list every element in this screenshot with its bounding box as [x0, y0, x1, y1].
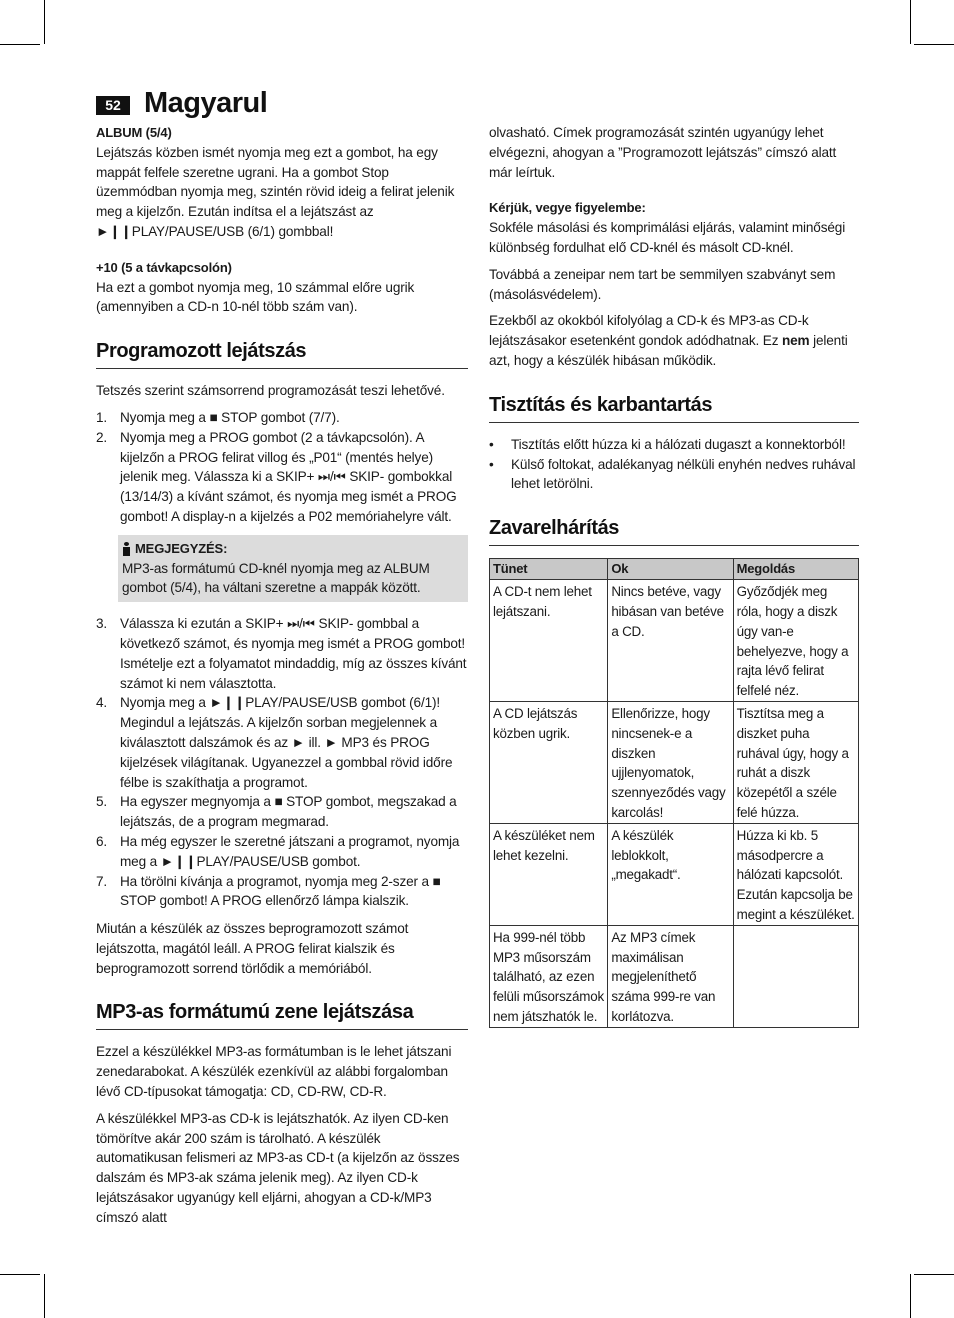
table-cell: Ha 999-nél több MP3 műsorszám található, az ezen felüli műsorszámok nem játszhatók le.	[490, 925, 608, 1027]
table-cell: Ellenőrizze, hogy nincsenek-e a diszken ujjlenyomatok, szennyeződés vagy karcolás!	[608, 701, 733, 823]
crop-mark	[44, 0, 45, 44]
step-number: 1.	[96, 409, 108, 425]
note-title	[122, 539, 460, 559]
continued-text: olvasható. Címek programozását szintén ugyanúgy lehet elvégezni, ahogyan a ”Programozott lejátszás” címszó alatt már leírtuk.	[489, 125, 837, 180]
step-text: Ha még egyszer le szeretné játszani a programot, nyomja meg a ►❙❙PLAY/PAUSE/USB gombot.	[120, 833, 460, 869]
table-cell: Az MP3 címek maximálisan megjeleníthető száma 999-re van korlátozva.	[608, 925, 733, 1027]
table-header-row	[490, 559, 859, 580]
crop-mark	[44, 1274, 45, 1318]
step-text: Nyomja meg a ■ STOP gombot (7/7).	[120, 409, 340, 425]
column-header: Ok	[608, 559, 733, 580]
table-cell: Nincs betéve, vagy hibásan van betéve a CD.	[608, 580, 733, 702]
step-number: 6.	[96, 833, 108, 849]
bullet-icon: •	[489, 456, 494, 472]
attention-text-a: Ezekből az okokból kifolyólag a CD-k és MP3-as CD-k lejátszásakor esetenként gondok adódhatnak. Ez	[489, 313, 809, 349]
list-item	[96, 832, 468, 872]
troubleshooting-heading: Zavarelhárítás	[489, 516, 859, 546]
cleaning-list	[489, 435, 859, 494]
step-number: 2.	[96, 429, 108, 445]
left-column	[96, 123, 468, 1235]
table-cell: Tisztítsa meg a diszket puha ruhával úgy, hogy a ruhát a diszk közepétől a széle felé húzza.	[733, 701, 858, 823]
column-header: Tünet	[490, 559, 608, 580]
page-title: Magyarul	[144, 86, 268, 119]
table-cell: A készüléket nem lehet kezelni.	[490, 823, 608, 925]
table-cell: A CD-t nem lehet lejátszani.	[490, 580, 608, 702]
table-row	[490, 701, 859, 823]
right-column	[489, 123, 859, 1028]
album-title: ALBUM (5/4)	[96, 125, 172, 140]
prog-outro: Miután a készülék az összes beprogramozott számot lejátszotta, magától leáll. A PROG felirat kialszik és beprogramozott sorrend törlődik a memóriából.	[96, 921, 409, 976]
plus10-title: +10 (5 a távkapcsolón)	[96, 259, 232, 275]
attention-title: Kérjük, vegye figyelembe:	[489, 200, 646, 216]
step-text: Ha egyszer megnyomja a ■ STOP gombot, megszakad a lejátszás, de a program megmarad.	[120, 794, 457, 830]
crop-mark	[914, 44, 954, 45]
page-number: 52	[96, 96, 130, 115]
step-text: Ha törölni kívánja a programot, nyomja meg 2-szer a ■ STOP gombot! A PROG ellenőrző lámpa kialszik.	[120, 873, 441, 909]
table-cell: Húzza ki kb. 5 másodpercre a hálózati kapcsolót. Ezután kapcsolja be megint a készüléket.	[733, 823, 858, 925]
bullet-text: Külső foltokat, adalékanyag nélküli enyhén nedves ruhával lehet letörölni.	[511, 456, 856, 492]
info-icon	[122, 542, 131, 556]
crop-mark	[914, 1274, 954, 1275]
step-text: Nyomja meg a PROG gombot (2 a távkapcsolón). A kijelzőn a PROG felirat villog és „P01“ (mentés helye) jelenik meg. Válassza ki a SKIP+ ⏭/⏮ SKIP- gombokkal (13/14/3) a kívánt számot, és nyomja meg ismét a PROG gombot! A display-n a kijelzés a P02 memóriahelyre vált.	[120, 429, 457, 524]
prog-steps-a	[96, 408, 468, 527]
attention-text-b: jelenti azt, hogy a készülék hibásan működik.	[489, 333, 848, 368]
step-text: Válassza ki ezután a SKIP+ ⏭/⏮ SKIP- gombbal a következő számot, és nyomja meg ismét a PROG gombot! Ismételje ezt a folyamatot mindaddig, míg az összes kívánt számot ki nem választotta.	[120, 616, 467, 691]
crop-mark	[910, 1274, 911, 1318]
list-item	[96, 614, 468, 693]
attention-bold-word: nem	[781, 333, 810, 349]
prog-heading: Programozott lejátszás	[96, 339, 468, 369]
troubleshooting-table	[489, 558, 859, 1028]
cleaning-heading: Tisztítás és karbantartás	[489, 393, 859, 423]
step-number: 5.	[96, 794, 108, 810]
table-cell	[733, 925, 858, 1027]
note-text: MP3-as formátumú CD-knél nyomja meg az ALBUM gombot (5/4), ha váltani szeretne a mappák között.	[122, 560, 430, 596]
mp3-heading: MP3-as formátumú zene lejátszása	[96, 1000, 468, 1030]
table-cell: Győződjék meg róla, hogy a diszk úgy van-e behelyezve, hogy a rajta lévő felirat felfelé néz.	[733, 580, 858, 702]
step-number: 3.	[96, 616, 108, 632]
table-row	[490, 823, 859, 925]
attention-paragraph-2: Továbbá a zeneipar nem tart be semmilyen szabványt sem (másolásvédelem).	[489, 266, 836, 302]
album-text: Lejátszás közben ismét nyomja meg ezt a gombot, ha egy mappát felfele szeretne ugrani. Ha a gombot Stop üzemmódban nyomja meg, szintén rövid ideig a felirat jelenik meg a kijelzőn. Ezután indítsa el a lejátszást az ►❙❙PLAY/PAUSE/USB (6/1) gombbal!	[96, 144, 455, 239]
plus10-text: Ha ezt a gombot nyomja meg, 10 számmal előre ugrik (amennyiben a CD-n 10-nél több szám van).	[96, 279, 415, 315]
note-box	[118, 535, 468, 602]
table-row	[490, 580, 859, 702]
table-cell: A készülék leblokkolt, „megakadt“.	[608, 823, 733, 925]
list-item	[96, 408, 468, 428]
list-item	[96, 693, 468, 792]
prog-steps-b	[96, 614, 468, 911]
list-item	[489, 455, 859, 495]
list-item	[96, 792, 468, 832]
step-number: 7.	[96, 873, 108, 889]
list-item	[489, 435, 859, 455]
list-item	[96, 428, 468, 527]
mp3-paragraph-2: A készülékkel MP3-as CD-k is lejátszhatók. Az ilyen CD-ken tömörítve akár 200 szám is tárolható. A készülék automatikusan felismeri az MP3-as CD-t (a kijelzőn az összes dalszám és MP3-ak száma jelenik meg). Az ilyen CD-k lejátszásakor ugyanúgy kell eljárni, ahogyan a CD-k/MP3 címszó alatt	[96, 1110, 460, 1225]
bullet-icon: •	[489, 436, 494, 452]
prog-intro: Tetszés szerint számsorrend programozását teszi lehetővé.	[96, 383, 445, 399]
step-number: 4.	[96, 695, 108, 711]
mp3-paragraph-1: Ezzel a készülékkel MP3-as formátumban is le lehet játszani zenedarabokat. A készülék ezenkívül az alábbi forgalomban lévő CD-típusokat támogatja: CD, CD-RW, CD-R.	[96, 1044, 452, 1100]
table-cell: A CD lejátszás közben ugrik.	[490, 701, 608, 823]
attention-paragraph-3	[489, 311, 859, 370]
list-item	[96, 872, 468, 912]
note-title-text: MEGJEGYZÉS:	[135, 540, 228, 556]
step-text: Nyomja meg a ►❙❙PLAY/PAUSE/USB gombot (6/1)! Megindul a lejátszás. A kijelzőn sorban megjelennek a kiválasztott dalszámok és az ► ill. ► MP3 és PROG kijelzések világítanak. Ugyanezzel a gombbal rövid időre félbe is szakíthatja a programot.	[120, 695, 453, 790]
crop-mark	[0, 44, 40, 45]
page-header	[96, 86, 267, 120]
crop-mark	[0, 1274, 40, 1275]
attention-paragraph-1: Sokféle másolási és komprimálási eljárás, valamint minőségi különbség fordulhat elő CD-knél és másolt CD-knél.	[489, 220, 846, 255]
column-header: Megoldás	[733, 559, 858, 580]
bullet-text: Tisztítás előtt húzza ki a hálózati dugaszt a konnektorból!	[511, 436, 846, 452]
crop-mark	[910, 0, 911, 44]
table-row	[490, 925, 859, 1027]
